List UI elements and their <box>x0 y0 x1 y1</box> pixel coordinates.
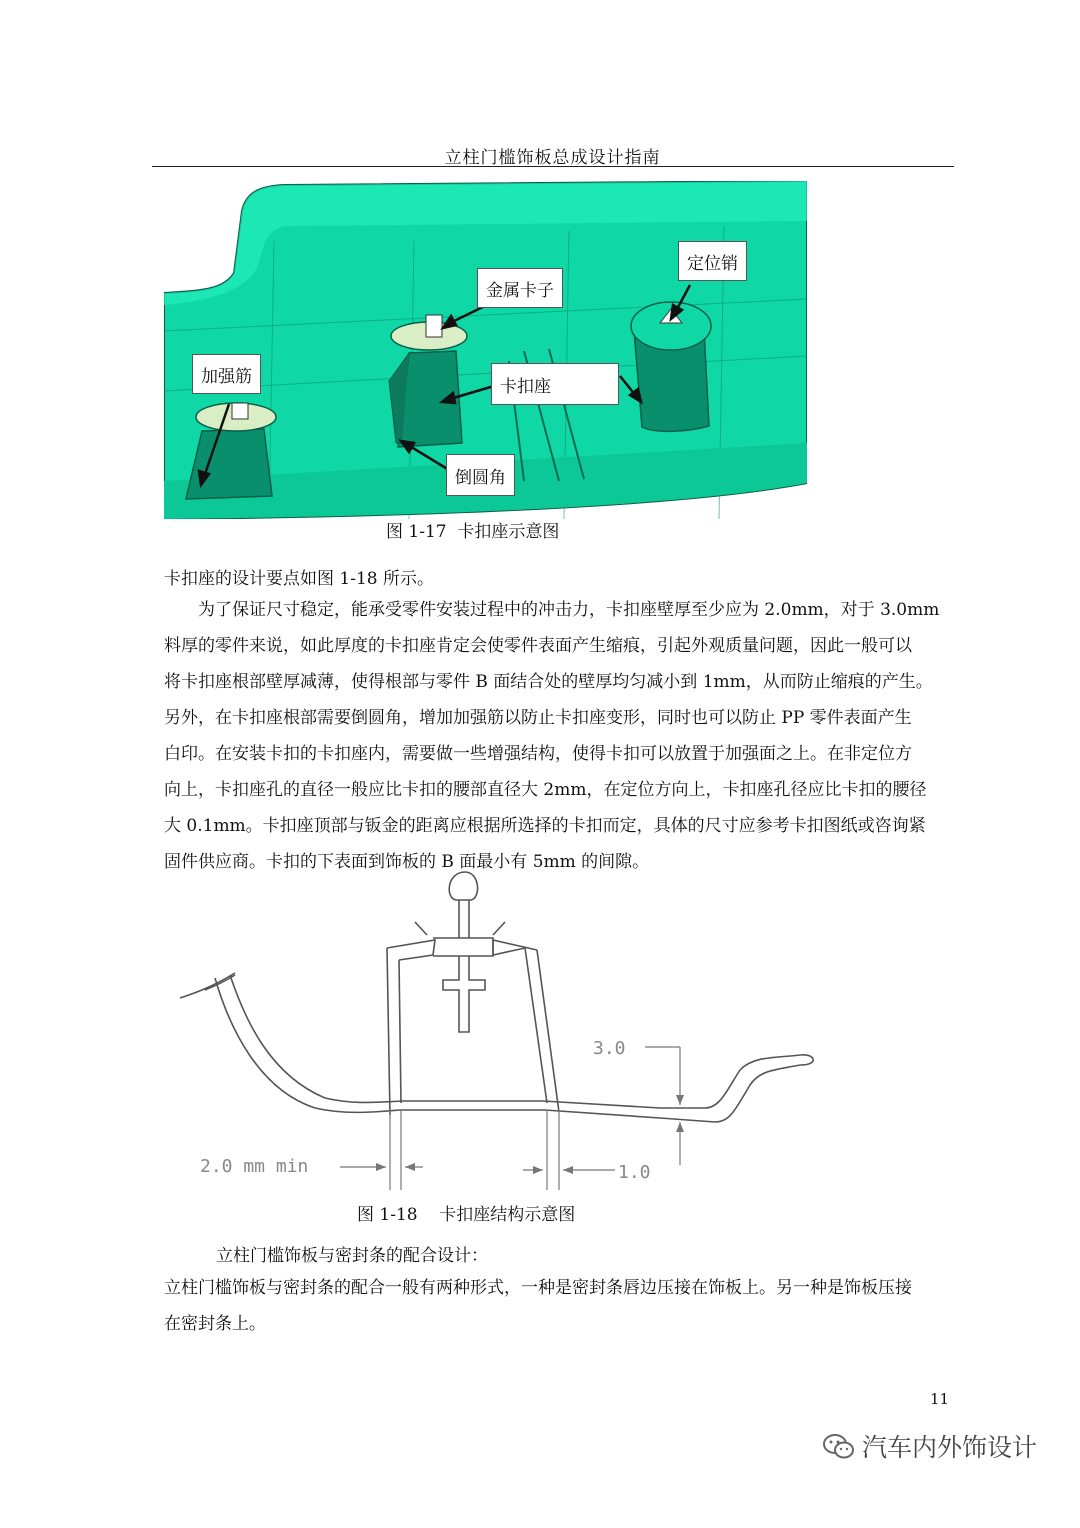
figure-1-17-caption: 图 1-17 卡扣座示意图 <box>386 522 560 542</box>
paragraph-line: 白印。在安装卡扣的卡扣座内，需要做一些增强结构，使得卡扣可以放置于加强面之上。在非定位方 <box>164 744 912 764</box>
dim-root: 1.0 <box>618 1162 651 1183</box>
section-line: 立柱门槛饰板与密封条的配合一般有两种形式，一种是密封条唇边压接在饰板上。另一种是饰板压接 <box>164 1278 912 1298</box>
wechat-icon <box>822 1431 856 1461</box>
figure-1-18-caption: 图 1-18 卡扣座结构示意图 <box>357 1205 576 1225</box>
header-rule <box>152 166 954 167</box>
page-number: 11 <box>930 1390 950 1408</box>
intro-line: 卡扣座的设计要点如图 1-18 所示。 <box>164 569 434 589</box>
dim-thickness: 3.0 <box>593 1038 626 1059</box>
paragraph-line: 另外，在卡扣座根部需要倒圆角，增加加强筋以防止卡扣座变形，同时也可以防止 PP 零件表面产生 <box>164 708 912 728</box>
label-fillet: 倒圆角 <box>446 454 515 496</box>
figure-1-17 <box>164 181 807 519</box>
paragraph-line: 将卡扣座根部壁厚减薄，使得根部与零件 B 面结合处的壁厚均匀减小到 1mm，从而防止缩痕的产生。 <box>164 672 933 692</box>
design-points-paragraph <box>164 592 944 628</box>
watermark-text: 汽车内外饰设计 <box>862 1433 1038 1462</box>
paragraph-line: 大 0.1mm。卡扣座顶部与钣金的距离应根据所选择的卡扣而定，具体的尺寸应参考卡扣图纸或咨询紧 <box>164 816 926 836</box>
dim-wall-min: 2.0 mm min <box>200 1156 309 1177</box>
watermark <box>822 1428 1037 1464</box>
paragraph-line: 料厚的零件来说，如此厚度的卡扣座肯定会使零件表面产生缩痕，引起外观质量问题，因此一般可以 <box>164 636 912 656</box>
figure-1-18 <box>175 860 835 1190</box>
section-line: 在密封条上。 <box>164 1314 266 1334</box>
paragraph-line: 固件供应商。卡扣的下表面到饰板的 B 面最小有 5mm 的间隙。 <box>164 852 650 872</box>
section-paragraph <box>164 1270 944 1342</box>
label-rib: 加强筋 <box>192 354 261 394</box>
paragraph-line: 向上，卡扣座孔的直径一般应比卡扣的腰部直径大 2mm，在定位方向上，卡扣座孔径应比卡扣的腰径 <box>164 780 927 800</box>
label-metal-clip: 金属卡子 <box>477 268 563 308</box>
running-header: 立柱门槛饰板总成设计指南 <box>444 148 661 168</box>
label-locating-pin: 定位销 <box>678 241 747 281</box>
design-points-paragraph-cont <box>164 628 944 880</box>
section-heading: 立柱门槛饰板与密封条的配合设计： <box>216 1246 488 1266</box>
label-clip-seat: 卡扣座 <box>491 363 619 405</box>
section-drawing <box>175 860 835 1190</box>
paragraph-line: 为了保证尺寸稳定，能承受零件安装过程中的冲击力，卡扣座壁厚至少应为 2.0mm，对于 3.0mm <box>198 600 940 620</box>
